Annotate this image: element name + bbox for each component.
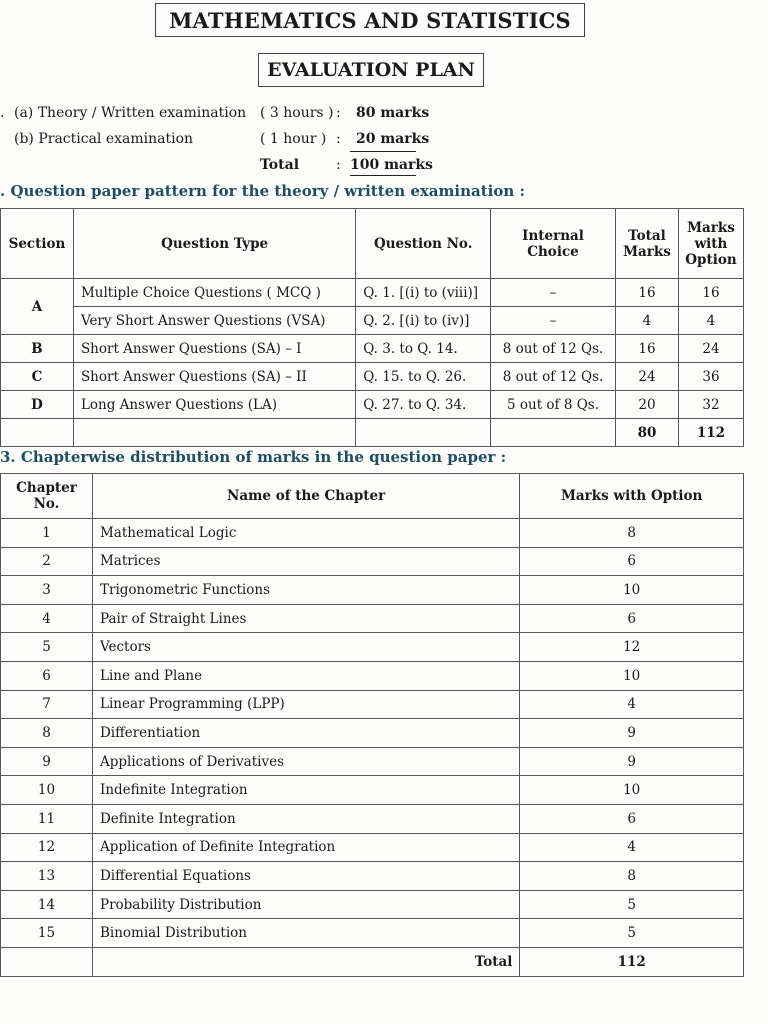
marks-option-cell: 4 [678, 307, 743, 335]
chapter-name-cell: Line and Plane [92, 661, 519, 690]
chapter-no-cell: 13 [1, 862, 93, 891]
table-row [1, 862, 744, 891]
chapter-no-cell: 14 [1, 890, 93, 919]
table-total-row [1, 947, 744, 976]
section-heading-chapters: 3. Chapterwise distribution of marks in the question paper : [0, 448, 507, 466]
question-no-cell: Q. 27. to Q. 34. [356, 391, 491, 419]
chapter-no-cell: 11 [1, 804, 93, 833]
chapter-name-cell: Pair of Straight Lines [92, 604, 519, 633]
chapter-name-cell: Vectors [92, 633, 519, 662]
chapter-no-cell: 8 [1, 719, 93, 748]
column-header: Internal Choice [491, 209, 616, 279]
chapter-name-cell: Indefinite Integration [92, 776, 519, 805]
total-marks: 112 [520, 947, 744, 976]
chapter-no-cell: 7 [1, 690, 93, 719]
chapter-marks-cell: 6 [520, 604, 744, 633]
total-marks-cell: 24 [615, 363, 678, 391]
marks-option-cell: 32 [678, 391, 743, 419]
column-header: Section [1, 209, 74, 279]
total-label: Total [92, 947, 519, 976]
internal-choice-cell: 8 out of 12 Qs. [491, 335, 616, 363]
chapter-marks-cell: 9 [520, 747, 744, 776]
chapter-marks-cell: 8 [520, 519, 744, 548]
total-marks: 100 marks [350, 157, 433, 173]
section-cell: A [1, 279, 74, 335]
table-row [1, 279, 744, 307]
exam-duration: ( 1 hour ) [260, 131, 327, 147]
pattern-table [0, 208, 744, 447]
section-cell: C [1, 363, 74, 391]
table-row [1, 547, 744, 576]
column-header: Marks with Option [678, 209, 743, 279]
chapter-name-cell: Definite Integration [92, 804, 519, 833]
marks-option-cell: 24 [678, 335, 743, 363]
chapter-name-cell: Differentiation [92, 719, 519, 748]
question-no-cell: Q. 1. [(i) to (viii)] [356, 279, 491, 307]
chapter-name-cell: Application of Definite Integration [92, 833, 519, 862]
exam-duration: ( 3 hours ) [260, 105, 334, 121]
table-row [1, 519, 744, 548]
chapter-no-cell: 12 [1, 833, 93, 862]
question-no-cell: Q. 15. to Q. 26. [356, 363, 491, 391]
question-type-cell: Long Answer Questions (LA) [73, 391, 355, 419]
question-type-cell: Short Answer Questions (SA) – I [73, 335, 355, 363]
table-row [1, 890, 744, 919]
table-row [1, 719, 744, 748]
section-heading-pattern: . Question paper pattern for the theory / written examination : [0, 182, 526, 200]
exam-label: (b) Practical examination [14, 131, 194, 147]
chapter-name-cell: Mathematical Logic [92, 519, 519, 548]
table-row [1, 335, 744, 363]
chapter-name-cell: Matrices [92, 547, 519, 576]
page-title: MATHEMATICS AND STATISTICS [155, 3, 585, 37]
column-header: Question No. [356, 209, 491, 279]
table-row [1, 391, 744, 419]
table-row [1, 804, 744, 833]
exam-marks: 80 marks [356, 105, 430, 121]
question-no-cell: Q. 3. to Q. 14. [356, 335, 491, 363]
chapter-no-cell: 4 [1, 604, 93, 633]
internal-choice-cell: 8 out of 12 Qs. [491, 363, 616, 391]
exam-prefix: . [0, 105, 5, 121]
chapter-name-cell: Binomial Distribution [92, 919, 519, 948]
table-row [1, 776, 744, 805]
question-type-cell: Short Answer Questions (SA) – II [73, 363, 355, 391]
chapter-marks-cell: 12 [520, 633, 744, 662]
chapter-marks-cell: 9 [520, 719, 744, 748]
chapter-marks-cell: 10 [520, 576, 744, 605]
column-header: Name of the Chapter [92, 474, 519, 519]
section-title: EVALUATION PLAN [258, 53, 484, 87]
chapter-no-cell: 15 [1, 919, 93, 948]
total-colon: : [336, 157, 341, 173]
table-row [1, 307, 744, 335]
table-row [1, 363, 744, 391]
chapter-marks-cell: 10 [520, 776, 744, 805]
chapter-no-cell: 10 [1, 776, 93, 805]
total-marks-cell: 16 [615, 335, 678, 363]
column-header: Marks with Option [520, 474, 744, 519]
exam-row-practical [0, 129, 768, 149]
chapter-name-cell: Trigonometric Functions [92, 576, 519, 605]
column-header: Total Marks [615, 209, 678, 279]
table-row [1, 919, 744, 948]
divider [350, 151, 416, 152]
chapter-marks-cell: 10 [520, 661, 744, 690]
chapter-marks-cell: 4 [520, 833, 744, 862]
table-row [1, 690, 744, 719]
chapter-no-cell: 6 [1, 661, 93, 690]
exam-colon: : [336, 105, 341, 121]
table-row [1, 833, 744, 862]
chapter-marks-cell: 4 [520, 690, 744, 719]
chapter-no-cell: 3 [1, 576, 93, 605]
marks-option-sum: 112 [678, 419, 743, 447]
table-header-row [1, 474, 744, 519]
exam-row-total [0, 155, 768, 175]
column-header: Chapter No. [1, 474, 93, 519]
chapter-marks-cell: 8 [520, 862, 744, 891]
total-label: Total [260, 157, 300, 173]
chapter-marks-cell: 5 [520, 890, 744, 919]
chapter-no-cell: 1 [1, 519, 93, 548]
table-row [1, 747, 744, 776]
table-header-row [1, 209, 744, 279]
total-marks-sum: 80 [615, 419, 678, 447]
chapter-no-cell: 2 [1, 547, 93, 576]
question-type-cell: Multiple Choice Questions ( MCQ ) [73, 279, 355, 307]
chapter-name-cell: Probability Distribution [92, 890, 519, 919]
exam-row-theory [0, 103, 768, 123]
chapter-name-cell: Differential Equations [92, 862, 519, 891]
exam-label: (a) Theory / Written examination [14, 105, 247, 121]
exam-colon: : [336, 131, 341, 147]
section-cell: D [1, 391, 74, 419]
chapter-name-cell: Linear Programming (LPP) [92, 690, 519, 719]
total-marks-cell: 4 [615, 307, 678, 335]
table-row [1, 661, 744, 690]
question-type-cell: Very Short Answer Questions (VSA) [73, 307, 355, 335]
internal-choice-cell: – [491, 307, 616, 335]
internal-choice-cell: 5 out of 8 Qs. [491, 391, 616, 419]
chapter-marks-cell: 5 [520, 919, 744, 948]
divider [350, 175, 416, 176]
chapter-no-cell: 9 [1, 747, 93, 776]
internal-choice-cell: – [491, 279, 616, 307]
marks-option-cell: 16 [678, 279, 743, 307]
exam-marks: 20 marks [356, 131, 430, 147]
chapter-table [0, 473, 744, 977]
table-row [1, 604, 744, 633]
chapter-marks-cell: 6 [520, 804, 744, 833]
chapter-marks-cell: 6 [520, 547, 744, 576]
total-marks-cell: 20 [615, 391, 678, 419]
chapter-no-cell: 5 [1, 633, 93, 662]
section-cell: B [1, 335, 74, 363]
table-total-row [1, 419, 744, 447]
table-row [1, 576, 744, 605]
question-no-cell: Q. 2. [(i) to (iv)] [356, 307, 491, 335]
table-row [1, 633, 744, 662]
chapter-name-cell: Applications of Derivatives [92, 747, 519, 776]
total-marks-cell: 16 [615, 279, 678, 307]
column-header: Question Type [73, 209, 355, 279]
marks-option-cell: 36 [678, 363, 743, 391]
